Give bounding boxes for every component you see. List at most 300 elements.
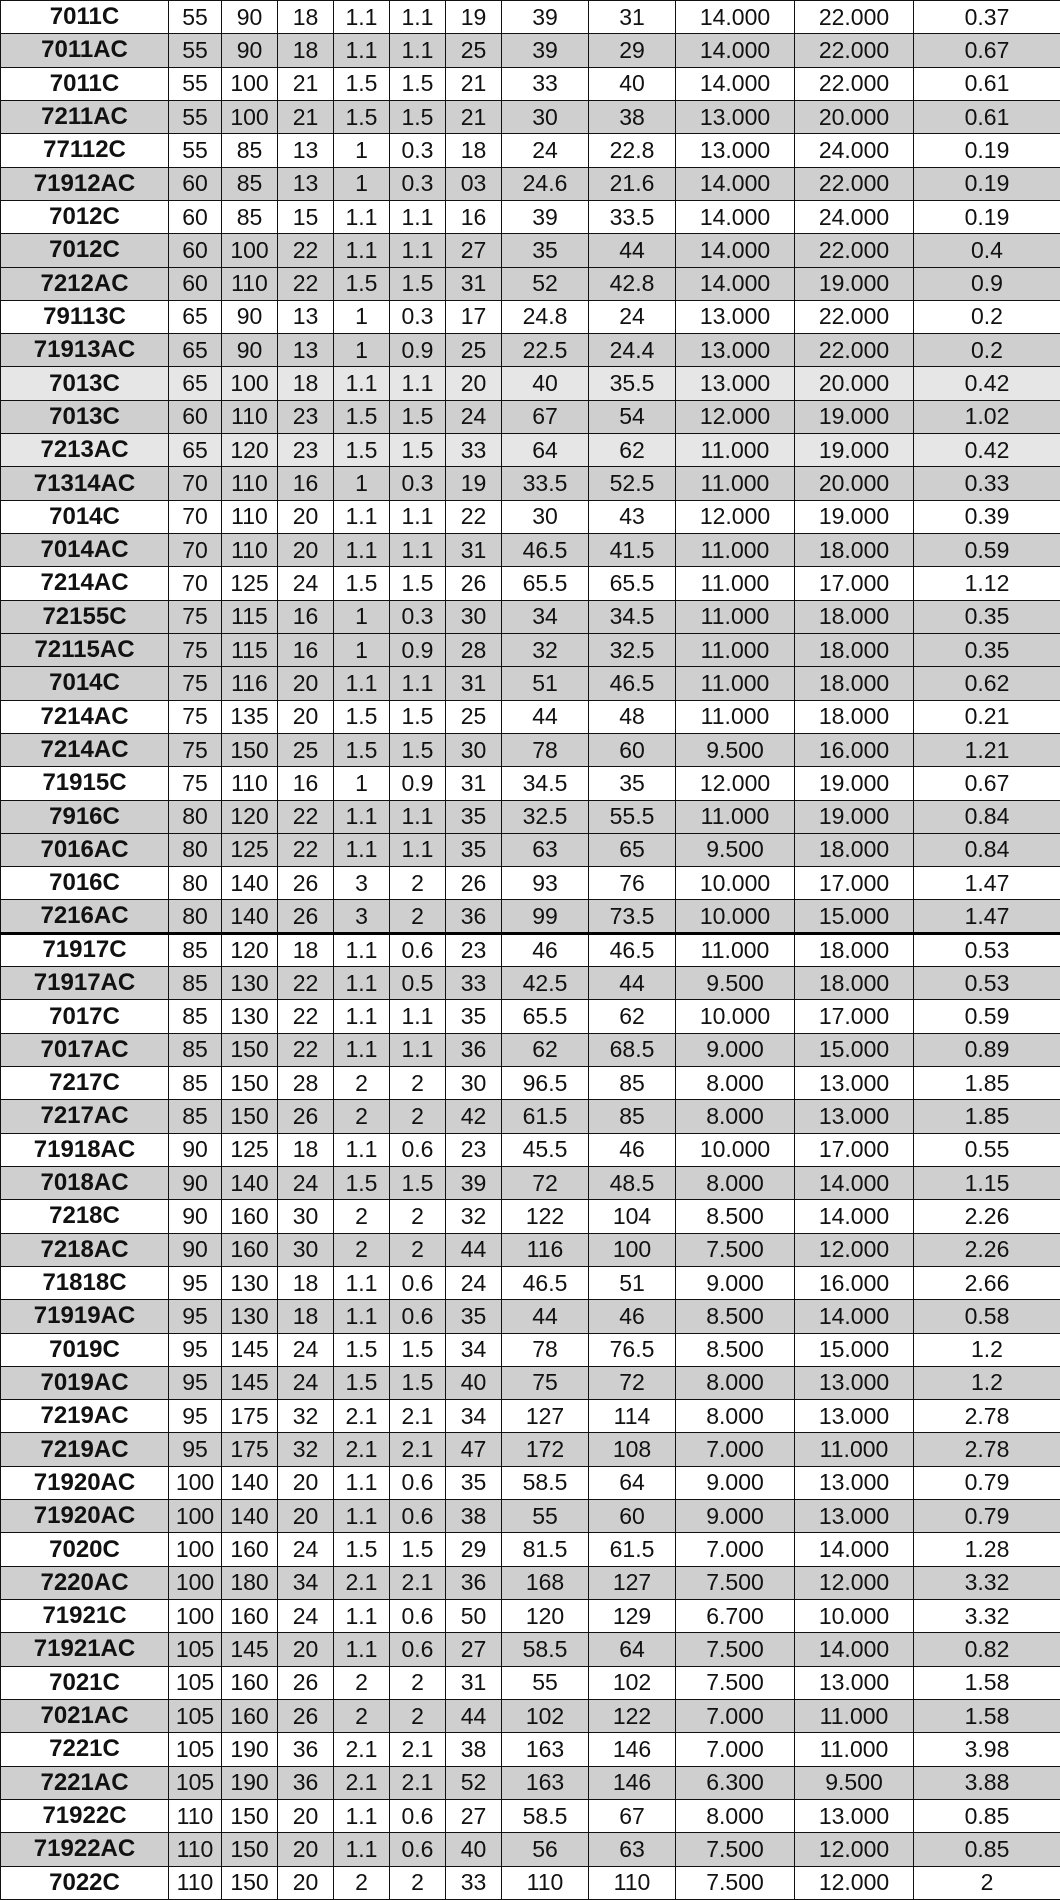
- value-cell: 52: [446, 1766, 502, 1799]
- value-cell: 12.000: [676, 767, 795, 800]
- value-cell: 1.1: [390, 800, 446, 833]
- value-cell: 18.000: [795, 534, 914, 567]
- value-cell: 1.2: [914, 1333, 1060, 1366]
- value-cell: 16.000: [795, 733, 914, 766]
- value-cell: 7.000: [676, 1733, 795, 1766]
- value-cell: 11.000: [676, 700, 795, 733]
- value-cell: 1.47: [914, 900, 1060, 933]
- table-row: [1, 1833, 1060, 1866]
- value-cell: 21: [446, 100, 502, 133]
- model-cell: 7217C: [1, 1067, 169, 1100]
- table-row: [1, 567, 1060, 600]
- value-cell: 1.1: [334, 667, 390, 700]
- value-cell: 31: [446, 767, 502, 800]
- value-cell: 1.5: [390, 1166, 446, 1199]
- value-cell: 160: [222, 1666, 278, 1699]
- value-cell: 2.1: [334, 1733, 390, 1766]
- value-cell: 22: [278, 800, 334, 833]
- value-cell: 2: [390, 867, 446, 900]
- value-cell: 100: [169, 1533, 222, 1566]
- value-cell: 100: [222, 100, 278, 133]
- value-cell: 0.4: [914, 234, 1060, 267]
- model-cell: 7214AC: [1, 733, 169, 766]
- value-cell: 44: [589, 967, 676, 1000]
- value-cell: 1.21: [914, 733, 1060, 766]
- value-cell: 81.5: [502, 1533, 589, 1566]
- value-cell: 1.85: [914, 1100, 1060, 1133]
- value-cell: 110: [169, 1799, 222, 1832]
- value-cell: 140: [222, 867, 278, 900]
- value-cell: 90: [169, 1166, 222, 1199]
- value-cell: 70: [169, 467, 222, 500]
- value-cell: 1.28: [914, 1533, 1060, 1566]
- value-cell: 34: [446, 1333, 502, 1366]
- value-cell: 9.000: [676, 1500, 795, 1533]
- value-cell: 0.19: [914, 167, 1060, 200]
- value-cell: 9.500: [795, 1766, 914, 1799]
- value-cell: 7.000: [676, 1699, 795, 1732]
- value-cell: 51: [589, 1266, 676, 1299]
- model-cell: 7014C: [1, 667, 169, 700]
- value-cell: 11.000: [676, 467, 795, 500]
- value-cell: 2.1: [390, 1433, 446, 1466]
- value-cell: 2: [334, 1699, 390, 1732]
- value-cell: 96.5: [502, 1067, 589, 1100]
- value-cell: 17.000: [795, 1000, 914, 1033]
- value-cell: 19.000: [795, 434, 914, 467]
- value-cell: 35: [446, 1000, 502, 1033]
- table-row: [1, 633, 1060, 666]
- value-cell: 55.5: [589, 800, 676, 833]
- value-cell: 1.1: [334, 34, 390, 67]
- value-cell: 17.000: [795, 567, 914, 600]
- value-cell: 1.5: [390, 700, 446, 733]
- value-cell: 11.000: [676, 933, 795, 966]
- value-cell: 3.98: [914, 1733, 1060, 1766]
- value-cell: 24: [446, 1266, 502, 1299]
- value-cell: 55: [502, 1666, 589, 1699]
- value-cell: 15.000: [795, 1333, 914, 1366]
- value-cell: 14.000: [676, 67, 795, 100]
- value-cell: 8.000: [676, 1400, 795, 1433]
- value-cell: 60: [589, 733, 676, 766]
- value-cell: 100: [222, 67, 278, 100]
- value-cell: 18: [278, 367, 334, 400]
- value-cell: 85: [169, 967, 222, 1000]
- value-cell: 110: [222, 467, 278, 500]
- value-cell: 14.000: [676, 167, 795, 200]
- value-cell: 9.000: [676, 1466, 795, 1499]
- value-cell: 0.42: [914, 434, 1060, 467]
- value-cell: 6.700: [676, 1600, 795, 1633]
- value-cell: 190: [222, 1733, 278, 1766]
- value-cell: 13.000: [795, 1466, 914, 1499]
- value-cell: 2.1: [390, 1400, 446, 1433]
- value-cell: 0.19: [914, 200, 1060, 233]
- value-cell: 60: [169, 234, 222, 267]
- value-cell: 1.5: [390, 567, 446, 600]
- value-cell: 80: [169, 800, 222, 833]
- value-cell: 0.85: [914, 1799, 1060, 1832]
- value-cell: 78: [502, 1333, 589, 1366]
- value-cell: 55: [169, 34, 222, 67]
- value-cell: 2: [390, 1233, 446, 1266]
- value-cell: 75: [169, 633, 222, 666]
- model-cell: 7020C: [1, 1533, 169, 1566]
- value-cell: 17.000: [795, 1133, 914, 1166]
- value-cell: 26: [446, 867, 502, 900]
- value-cell: 29: [589, 34, 676, 67]
- value-cell: 1: [334, 167, 390, 200]
- model-cell: 7012C: [1, 200, 169, 233]
- value-cell: 0.42: [914, 367, 1060, 400]
- value-cell: 13: [278, 167, 334, 200]
- value-cell: 160: [222, 1699, 278, 1732]
- value-cell: 65: [169, 300, 222, 333]
- value-cell: 130: [222, 1300, 278, 1333]
- value-cell: 24: [278, 567, 334, 600]
- value-cell: 65: [169, 367, 222, 400]
- value-cell: 25: [446, 334, 502, 367]
- value-cell: 1.1: [334, 500, 390, 533]
- value-cell: 2.1: [390, 1733, 446, 1766]
- table-row: [1, 500, 1060, 533]
- value-cell: 104: [589, 1200, 676, 1233]
- value-cell: 20: [278, 534, 334, 567]
- value-cell: 35: [446, 1466, 502, 1499]
- model-cell: 71919AC: [1, 1300, 169, 1333]
- model-cell: 71920AC: [1, 1466, 169, 1499]
- value-cell: 72: [589, 1366, 676, 1399]
- value-cell: 95: [169, 1333, 222, 1366]
- value-cell: 20.000: [795, 467, 914, 500]
- value-cell: 46.5: [502, 1266, 589, 1299]
- value-cell: 35: [446, 833, 502, 866]
- value-cell: 39: [502, 34, 589, 67]
- value-cell: 44: [589, 234, 676, 267]
- value-cell: 110: [222, 400, 278, 433]
- value-cell: 95: [169, 1433, 222, 1466]
- value-cell: 1.5: [390, 100, 446, 133]
- model-cell: 7219AC: [1, 1433, 169, 1466]
- value-cell: 22.5: [502, 334, 589, 367]
- value-cell: 32.5: [502, 800, 589, 833]
- value-cell: 20: [278, 1633, 334, 1666]
- value-cell: 46.5: [589, 933, 676, 966]
- value-cell: 160: [222, 1533, 278, 1566]
- value-cell: 16: [446, 200, 502, 233]
- value-cell: 1.1: [334, 234, 390, 267]
- value-cell: 146: [589, 1733, 676, 1766]
- model-cell: 7218AC: [1, 1233, 169, 1266]
- value-cell: 35: [502, 234, 589, 267]
- value-cell: 0.19: [914, 134, 1060, 167]
- model-cell: 7211AC: [1, 100, 169, 133]
- value-cell: 0.79: [914, 1500, 1060, 1533]
- value-cell: 0.61: [914, 100, 1060, 133]
- value-cell: 110: [502, 1866, 589, 1899]
- value-cell: 2: [334, 1200, 390, 1233]
- value-cell: 13: [278, 334, 334, 367]
- value-cell: 24: [278, 1166, 334, 1199]
- table-row: [1, 1033, 1060, 1066]
- value-cell: 100: [589, 1233, 676, 1266]
- value-cell: 127: [589, 1566, 676, 1599]
- value-cell: 2: [914, 1866, 1060, 1899]
- value-cell: 44: [446, 1699, 502, 1732]
- value-cell: 18: [446, 134, 502, 167]
- table-row: [1, 1166, 1060, 1199]
- value-cell: 0.6: [390, 1266, 446, 1299]
- value-cell: 0.67: [914, 767, 1060, 800]
- value-cell: 22.000: [795, 234, 914, 267]
- value-cell: 0.62: [914, 667, 1060, 700]
- value-cell: 24.8: [502, 300, 589, 333]
- value-cell: 16: [278, 600, 334, 633]
- value-cell: 0.67: [914, 34, 1060, 67]
- value-cell: 9.500: [676, 733, 795, 766]
- value-cell: 0.6: [390, 1799, 446, 1832]
- value-cell: 38: [446, 1500, 502, 1533]
- table-row: [1, 267, 1060, 300]
- table-row: [1, 400, 1060, 433]
- value-cell: 150: [222, 1100, 278, 1133]
- value-cell: 22.8: [589, 134, 676, 167]
- value-cell: 100: [222, 367, 278, 400]
- value-cell: 18: [278, 34, 334, 67]
- value-cell: 18.000: [795, 667, 914, 700]
- value-cell: 20: [278, 1466, 334, 1499]
- value-cell: 8.500: [676, 1200, 795, 1233]
- value-cell: 85: [169, 933, 222, 966]
- value-cell: 1: [334, 633, 390, 666]
- model-cell: 7217AC: [1, 1100, 169, 1133]
- value-cell: 8.000: [676, 1166, 795, 1199]
- value-cell: 120: [502, 1600, 589, 1633]
- value-cell: 110: [169, 1833, 222, 1866]
- value-cell: 32.5: [589, 633, 676, 666]
- value-cell: 150: [222, 1866, 278, 1899]
- value-cell: 26: [278, 1100, 334, 1133]
- value-cell: 14.000: [676, 200, 795, 233]
- value-cell: 110: [222, 267, 278, 300]
- value-cell: 42.8: [589, 267, 676, 300]
- model-cell: 7012C: [1, 234, 169, 267]
- value-cell: 13: [278, 300, 334, 333]
- model-cell: 7214AC: [1, 700, 169, 733]
- value-cell: 46: [502, 933, 589, 966]
- value-cell: 46: [589, 1300, 676, 1333]
- table-row: [1, 1866, 1060, 1899]
- value-cell: 34.5: [589, 600, 676, 633]
- value-cell: 2.26: [914, 1200, 1060, 1233]
- value-cell: 11.000: [676, 600, 795, 633]
- value-cell: 25: [446, 34, 502, 67]
- value-cell: 33: [446, 1866, 502, 1899]
- value-cell: 10.000: [676, 1133, 795, 1166]
- value-cell: 7.500: [676, 1633, 795, 1666]
- table-row: [1, 1466, 1060, 1499]
- value-cell: 35: [446, 800, 502, 833]
- value-cell: 130: [222, 1266, 278, 1299]
- value-cell: 44: [502, 1300, 589, 1333]
- value-cell: 1.1: [334, 1799, 390, 1832]
- value-cell: 70: [169, 534, 222, 567]
- value-cell: 34: [446, 1400, 502, 1433]
- value-cell: 7.000: [676, 1433, 795, 1466]
- value-cell: 52.5: [589, 467, 676, 500]
- value-cell: 21: [278, 67, 334, 100]
- value-cell: 24: [278, 1533, 334, 1566]
- value-cell: 175: [222, 1433, 278, 1466]
- value-cell: 47: [446, 1433, 502, 1466]
- value-cell: 13.000: [676, 367, 795, 400]
- value-cell: 1.47: [914, 867, 1060, 900]
- value-cell: 1.5: [390, 67, 446, 100]
- value-cell: 65.5: [502, 1000, 589, 1033]
- value-cell: 0.33: [914, 467, 1060, 500]
- value-cell: 58.5: [502, 1466, 589, 1499]
- value-cell: 45.5: [502, 1133, 589, 1166]
- model-cell: 77112C: [1, 134, 169, 167]
- value-cell: 0.6: [390, 1133, 446, 1166]
- value-cell: 93: [502, 867, 589, 900]
- model-cell: 7216AC: [1, 900, 169, 933]
- table-row: [1, 900, 1060, 933]
- value-cell: 10.000: [795, 1600, 914, 1633]
- value-cell: 14.000: [676, 34, 795, 67]
- value-cell: 1.5: [334, 733, 390, 766]
- value-cell: 8.000: [676, 1366, 795, 1399]
- value-cell: 105: [169, 1666, 222, 1699]
- value-cell: 20: [278, 700, 334, 733]
- value-cell: 163: [502, 1733, 589, 1766]
- table-row: [1, 67, 1060, 100]
- value-cell: 8.000: [676, 1799, 795, 1832]
- value-cell: 20.000: [795, 367, 914, 400]
- value-cell: 60: [169, 267, 222, 300]
- table-row: [1, 1200, 1060, 1233]
- value-cell: 110: [222, 500, 278, 533]
- value-cell: 18.000: [795, 633, 914, 666]
- value-cell: 1.1: [334, 1300, 390, 1333]
- value-cell: 105: [169, 1633, 222, 1666]
- value-cell: 18: [278, 1300, 334, 1333]
- value-cell: 55: [169, 134, 222, 167]
- model-cell: 71922AC: [1, 1833, 169, 1866]
- value-cell: 19.000: [795, 500, 914, 533]
- model-cell: 71920AC: [1, 1500, 169, 1533]
- model-cell: 71912AC: [1, 167, 169, 200]
- value-cell: 40: [446, 1833, 502, 1866]
- value-cell: 2.1: [334, 1566, 390, 1599]
- table-row: [1, 1400, 1060, 1433]
- value-cell: 30: [446, 1067, 502, 1100]
- value-cell: 60: [169, 167, 222, 200]
- value-cell: 34: [278, 1566, 334, 1599]
- value-cell: 22: [278, 267, 334, 300]
- value-cell: 3.32: [914, 1566, 1060, 1599]
- value-cell: 90: [222, 1, 278, 34]
- value-cell: 2.1: [334, 1433, 390, 1466]
- model-cell: 7014AC: [1, 534, 169, 567]
- value-cell: 21: [278, 100, 334, 133]
- value-cell: 13.000: [795, 1400, 914, 1433]
- value-cell: 60: [169, 200, 222, 233]
- model-cell: 7016AC: [1, 833, 169, 866]
- value-cell: 63: [502, 833, 589, 866]
- value-cell: 100: [169, 1566, 222, 1599]
- value-cell: 1.5: [334, 1366, 390, 1399]
- value-cell: 63: [589, 1833, 676, 1866]
- value-cell: 11.000: [795, 1699, 914, 1732]
- value-cell: 24.4: [589, 334, 676, 367]
- value-cell: 1.12: [914, 567, 1060, 600]
- value-cell: 55: [169, 67, 222, 100]
- value-cell: 175: [222, 1400, 278, 1433]
- value-cell: 11.000: [676, 800, 795, 833]
- value-cell: 0.9: [390, 334, 446, 367]
- value-cell: 90: [169, 1200, 222, 1233]
- value-cell: 13.000: [795, 1100, 914, 1133]
- value-cell: 50: [446, 1600, 502, 1633]
- table-row: [1, 1500, 1060, 1533]
- value-cell: 20: [278, 1866, 334, 1899]
- value-cell: 19.000: [795, 400, 914, 433]
- value-cell: 14.000: [795, 1533, 914, 1566]
- model-cell: 7011AC: [1, 34, 169, 67]
- value-cell: 145: [222, 1633, 278, 1666]
- value-cell: 46.5: [589, 667, 676, 700]
- value-cell: 1.5: [390, 267, 446, 300]
- value-cell: 0.82: [914, 1633, 1060, 1666]
- value-cell: 8.000: [676, 1100, 795, 1133]
- value-cell: 75: [169, 767, 222, 800]
- value-cell: 1.85: [914, 1067, 1060, 1100]
- value-cell: 17: [446, 300, 502, 333]
- value-cell: 0.84: [914, 833, 1060, 866]
- value-cell: 85: [222, 134, 278, 167]
- value-cell: 85: [169, 1000, 222, 1033]
- value-cell: 76.5: [589, 1333, 676, 1366]
- value-cell: 20.000: [795, 100, 914, 133]
- value-cell: 1.1: [390, 367, 446, 400]
- value-cell: 14.000: [795, 1200, 914, 1233]
- value-cell: 1.1: [390, 667, 446, 700]
- value-cell: 125: [222, 567, 278, 600]
- value-cell: 22: [278, 833, 334, 866]
- model-cell: 7019AC: [1, 1366, 169, 1399]
- table-row: [1, 1, 1060, 34]
- value-cell: 14.000: [676, 234, 795, 267]
- value-cell: 0.84: [914, 800, 1060, 833]
- model-cell: 7218C: [1, 1200, 169, 1233]
- value-cell: 1.1: [390, 234, 446, 267]
- value-cell: 3.32: [914, 1600, 1060, 1633]
- value-cell: 100: [169, 1500, 222, 1533]
- value-cell: 42.5: [502, 967, 589, 1000]
- value-cell: 35: [446, 1300, 502, 1333]
- value-cell: 24: [278, 1333, 334, 1366]
- value-cell: 24: [589, 300, 676, 333]
- value-cell: 39: [502, 200, 589, 233]
- value-cell: 2: [390, 1100, 446, 1133]
- value-cell: 2.66: [914, 1266, 1060, 1299]
- model-cell: 7017C: [1, 1000, 169, 1033]
- value-cell: 2: [390, 1200, 446, 1233]
- value-cell: 100: [169, 1600, 222, 1633]
- value-cell: 2: [390, 1666, 446, 1699]
